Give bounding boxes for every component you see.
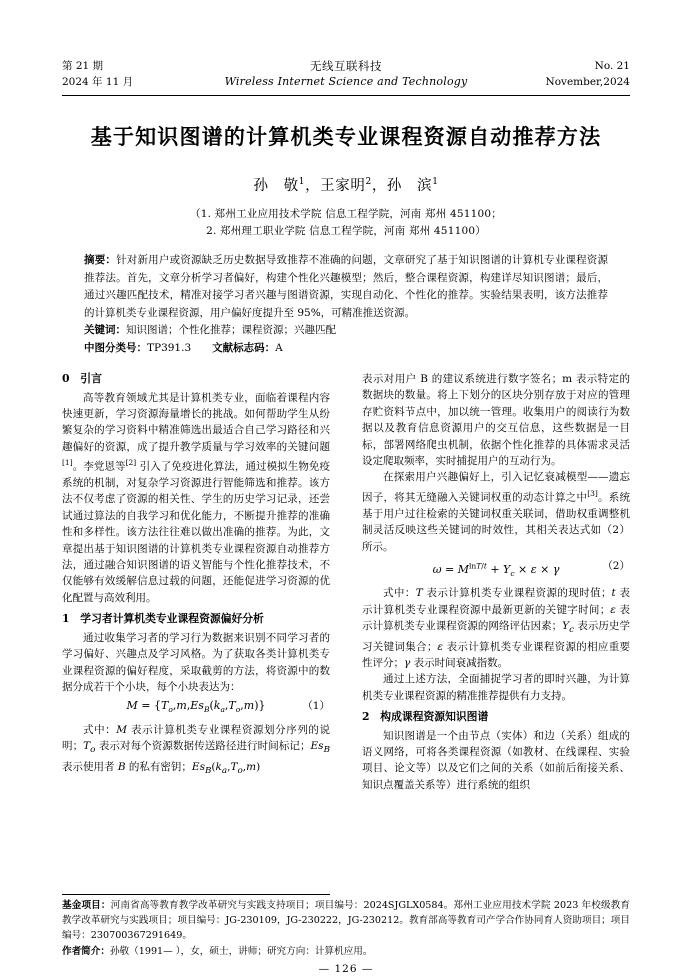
paragraph-intro-1: 高等教育领域尤其是计算机类专业，面临着课程内容快速更新，学习资源海量增长的挑战。如何帮助学生从纷繁复杂的学习资料中精准筛选出最适合自己学习路径和兴趣偏好的资源，成了提升教学质量与学习效率的关键问题[1]。李党恩等[2] 引入了免疫进化算法，通过模拟生物免疫系统的机制，对复杂学习资源进行智能筛选和推荐。该方法不仅考虑了资源的相关性、学生的历史学习记录，还尝试通过算法的自我学习和优化能力，不断提升推荐的准确性和多样性。该方法往往难以做出准确的推荐。为此，文章提出基于知识图谱的计算机类专业课程资源自动推荐方法，通过融合知识图谱的语义智能与个性化推荐技术，不仅能够有效缓解信息过载的问题，还能促进学习资源的优化配置与高效利用。 xyxy=(62,391,331,604)
paragraph-1-2: 式中：M 表示计算机类专业课程资源划分序列的说明；$T_o$ 表示对每个资源数据传送路径进行时间标记；$Es_B$ 表示使用者 B 的私有密钥；$Es_B(k_a,T_o,m)$ xyxy=(62,724,331,776)
footnote-divider xyxy=(62,894,330,895)
funding-label: 基金项目： xyxy=(62,900,111,911)
keywords-text: 知识图谱；个性化推荐；课程资源；兴趣匹配 xyxy=(126,324,336,336)
page-number: — 126 — xyxy=(318,963,374,975)
author-bio-note xyxy=(62,944,630,959)
affiliation-block xyxy=(62,206,630,240)
header-divider xyxy=(62,95,630,96)
footnote-block xyxy=(62,894,630,959)
document-code-value: A xyxy=(275,341,283,354)
classification-paragraph xyxy=(84,340,608,358)
affiliation-line-2: 2. 郑州理工职业学院 信息工程学院，河南 郑州 451100） xyxy=(206,225,486,237)
equation-2-number: （2） xyxy=(602,559,630,572)
equation-2 xyxy=(362,558,630,582)
paragraph-2-3: 式中：T 表示计算机类专业课程资源的现时值；t 表示计算机类专业课程资源中最新更新的关键字时间；ε 表示计算机类专业课程资源的网络评估因素；$Y_c$ 表示历史学习关键词集合；ε 表示计算机类专业课程资源的相应重要性评分；γ 表示时间衰减指数。 xyxy=(362,587,631,669)
running-head-right xyxy=(546,58,630,90)
equation-2-body: $\omega = M^{lnT/t} + Y_c \times \varepsilon \times \gamma$ xyxy=(432,560,560,578)
author-affil-marker-1: 1 xyxy=(298,177,306,188)
right-column xyxy=(362,371,630,793)
equation-1 xyxy=(62,698,330,719)
author-bio-text: 孙敬（1991— ），女，硕士，讲师；研究方向：计算机应用。 xyxy=(109,945,373,957)
journal-title-en: Wireless Internet Science and Technology xyxy=(224,75,468,88)
abstract-paragraph xyxy=(84,252,608,322)
author-bio-label: 作者简介： xyxy=(62,945,110,957)
equation-1-body: $M = \{T_o,m,Es_B(k_a,T_o,m)\}$ xyxy=(126,699,266,715)
paragraph-2-4: 通过上述方法，全面捕捉学习者的即时兴趣，为计算机类专业课程资源的精准推荐提供有力支持。 xyxy=(362,673,630,702)
affiliation-line-1: （1. 郑州工业应用技术学院 信息工程学院，河南 郑州 451100； xyxy=(190,208,502,220)
clc-label: 中图分类号： xyxy=(84,341,147,354)
abstract-label: 摘要： xyxy=(84,254,117,266)
funding-note xyxy=(62,898,630,944)
paragraph-2-5: 知识图谱是一个由节点（实体）和边（关系）组成的语义网络，可将各类课程资源（如教材、在线课程、实验项目、论文等）以及它们之间的关系（如前后衔接关系、知识点覆盖关系等）进行系统的组织 xyxy=(362,729,630,791)
citation-2: [2] xyxy=(125,458,137,468)
abstract-block xyxy=(62,252,630,357)
section-heading-0: 0 引言 xyxy=(62,372,102,385)
section-heading-2: 2 构成课程资源知识图谱 xyxy=(362,710,489,724)
keywords-paragraph xyxy=(84,322,608,340)
author-list: 孙 敬$^1$，王家明$^2$，孙 滨$^1$ xyxy=(253,177,439,194)
citation-3: [3] xyxy=(587,488,598,498)
equation-1-number: （1） xyxy=(302,700,330,713)
keywords-label: 关键词： xyxy=(84,324,126,336)
section-heading-1: 1 学习者计算机类专业课程资源偏好分析 xyxy=(62,612,264,626)
author-affil-marker-2: 2 xyxy=(365,177,372,188)
page-body xyxy=(62,58,631,975)
running-head xyxy=(62,58,630,102)
body-columns xyxy=(62,371,630,931)
funding-text: 河南省高等教育教学改革研究与实践支持项目；项目编号：2024SJGLX0584。郑州工业应用技术学院 2023 年校级教育教学改革研究与实践项目；项目编号：JG-230109，JG-230222，JG-230212。教育部高等教育司产学合作协同育人资助项目；项目编号：230700367291649。 xyxy=(62,900,630,942)
abstract-text: 针对新用户或资源缺乏历史数据导致推荐不准确的问题，文章研究了基于知识图谱的计算机专业课程资源推荐法。首先，文章分析学习者偏好，构建个性化兴趣模型；然后，整合课程资源，构建详尽知识图谱；最后，通过兴趣匹配技术，精准对接学习者兴趣与图谱资源，实现自动化、个性化的推荐。实验结果表明，该方法推荐的计算机类专业课程资源，用户偏好度提升至 95%，可精准推送资源。 xyxy=(84,254,608,319)
citation-1: [1] xyxy=(62,458,73,468)
document-code-label: 文献标志码： xyxy=(212,341,276,354)
page-title: 基于知识图谱的计算机类专业课程资源自动推荐方法 xyxy=(90,124,602,149)
paragraph-2-2: 在探索用户兴趣偏好上，引入记忆衰减模型——遗忘因子，将其无缝融入关键词权重的动态计算之中[3]。系统基于用户过往检索的关键词权重关联词，借助权重调整机制灵活反映这些关键词的时效性，其相关表达式如（2）所示。 xyxy=(362,471,630,553)
author-affil-marker-3: 1 xyxy=(432,177,439,188)
clc-value: TP391.3 xyxy=(147,341,192,354)
paragraph-2-1: 表示对用户 B 的建议系统进行数字签名；m 表示特定的数据块的数量。将上下划分的区块分别存放于对应的管理存贮资料节点中，加以统一管理。收集用户的阅读行为数据以及教育信息资源用户的交互信息，这些数据是一目标，部署网络爬虫机制，依据个性化推荐的具体需求灵活设定爬取频率，实时捕捉用户的互动行为。 xyxy=(362,373,630,468)
issue-date-cn: 2024 年 11 月 xyxy=(62,76,134,88)
issue-number-en: No. 21 xyxy=(594,60,630,72)
issue-number: 第 21 期 xyxy=(62,60,104,72)
issue-date-en: November,2024 xyxy=(545,76,630,88)
paragraph-1-1: 通过收集学习者的学习行为数据来识别不同学习者的学习偏好、兴趣点及学习风格。为了获取各类计算机类专业课程资源的偏好程度，采取截剪的方法，将资源中的数据分成若干个小块，每个小块表达为： xyxy=(62,631,330,693)
left-column xyxy=(62,371,330,779)
journal-title-cn: 无线互联科技 xyxy=(310,59,382,73)
